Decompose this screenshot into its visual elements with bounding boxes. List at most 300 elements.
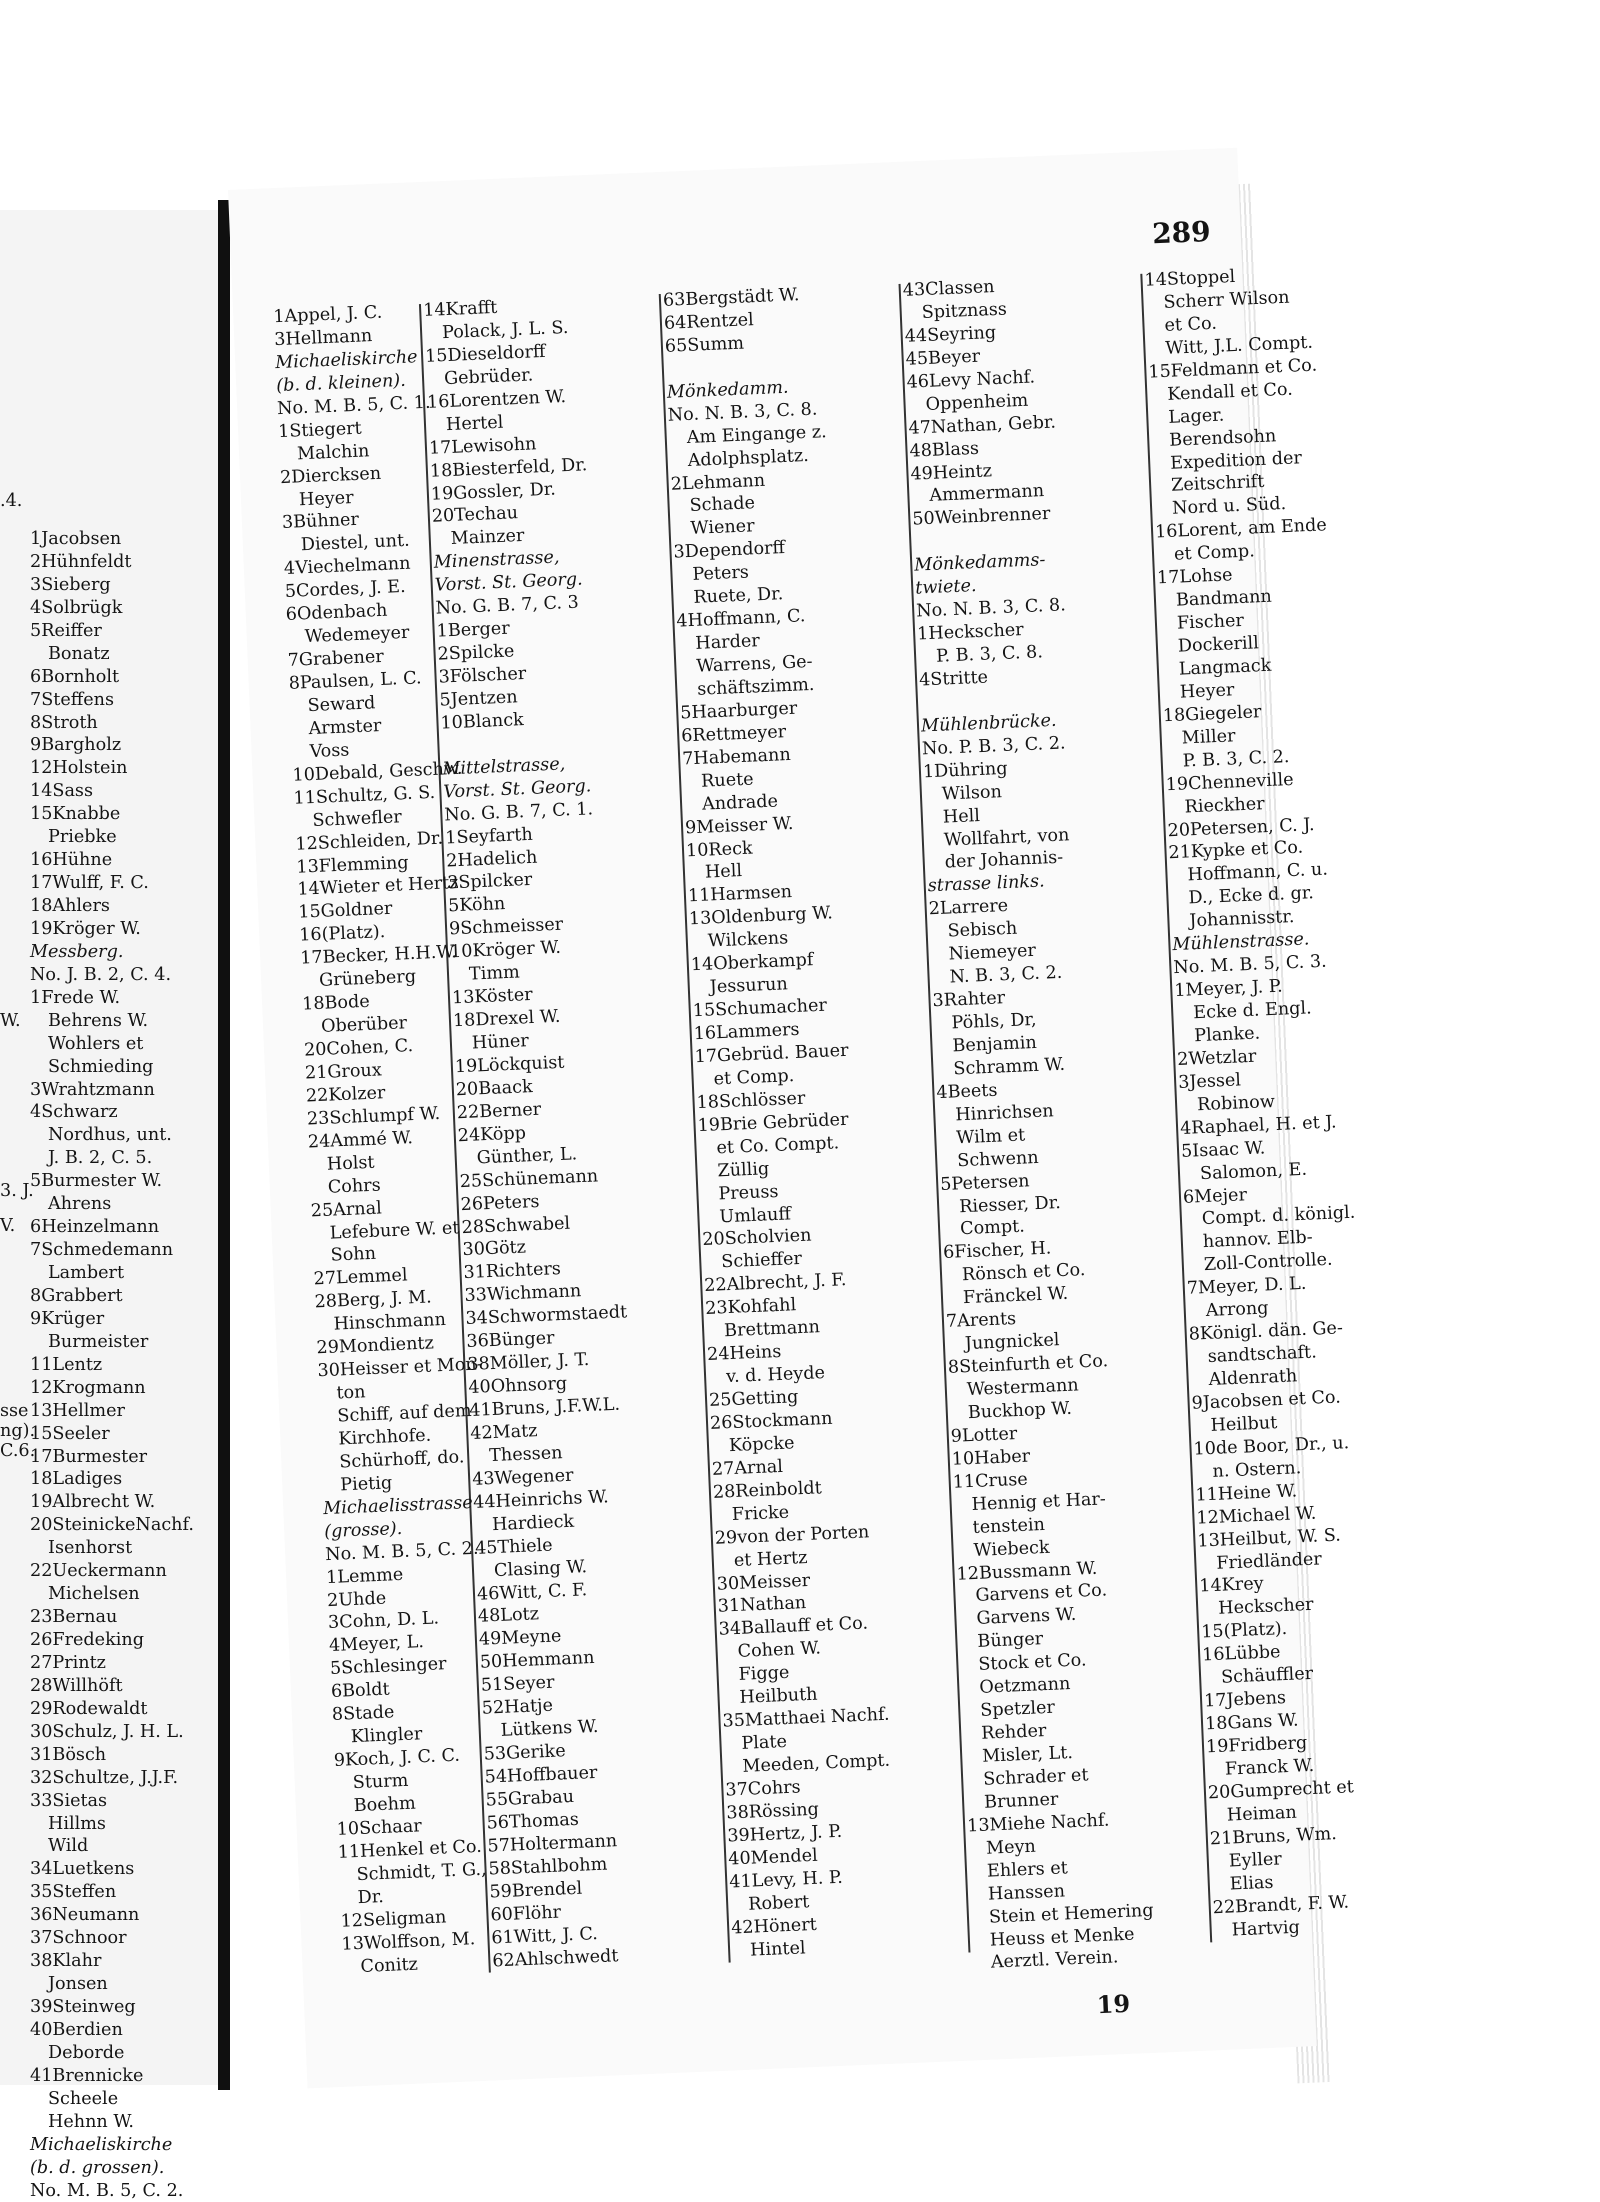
directory-entry: schäftszimm.	[679, 672, 847, 702]
directory-entry: 45Thiele	[475, 1531, 638, 1561]
left-page-entry: 37Schnoor	[30, 1927, 194, 1950]
directory-entry: Heiman	[1208, 1798, 1380, 1828]
left-page-entry: 19Albrecht W.	[30, 1491, 194, 1514]
directory-entry: 13Köster	[452, 981, 615, 1011]
directory-entry: Robinow	[1179, 1088, 1351, 1118]
directory-entry: 13Heilbut, W. S.	[1197, 1523, 1369, 1553]
directory-entry: Spetzler	[962, 1693, 1145, 1724]
directory-entry: Heckscher	[1200, 1592, 1372, 1622]
directory-entry: Hardieck	[474, 1508, 637, 1538]
directory-entry: 40Mendel	[728, 1841, 896, 1871]
directory-entry: Klingler	[332, 1720, 503, 1750]
directory-entry: Mönkedamms-	[914, 547, 1097, 578]
directory-entry: 21Kypke et Co.	[1168, 835, 1340, 865]
directory-entry: Oppenheim	[907, 387, 1090, 418]
left-page-entry: 34Luetkens	[30, 1858, 194, 1881]
directory-entry: 35Matthaei Nachf.	[722, 1704, 890, 1734]
directory-entry: sandtschaft.	[1189, 1340, 1361, 1370]
left-page-entry: 3Wrahtzmann	[30, 1079, 194, 1102]
directory-entry: 3Rahter	[932, 983, 1115, 1014]
directory-entry: Schäuffler	[1203, 1660, 1375, 1690]
directory-entry: 15Goldner	[298, 895, 469, 925]
directory-entry: Nord u. Süd.	[1154, 492, 1326, 522]
directory-entry: 63Bergstädt W.	[663, 283, 831, 313]
directory-entry: 22Berner	[456, 1095, 619, 1125]
directory-entry: Wiebeck	[955, 1533, 1138, 1564]
directory-entry: Expedition der	[1152, 446, 1324, 476]
directory-entry: D., Ecke d. gr.	[1170, 881, 1342, 911]
left-page-entry: 1Frede W.	[30, 987, 194, 1010]
directory-entry: 42Matz	[470, 1416, 633, 1446]
directory-entry: 2Spilcke	[437, 637, 600, 667]
directory-entry: 1Meyer, J. P.	[1174, 973, 1346, 1003]
directory-entry: 6Rettmeyer	[681, 718, 849, 748]
left-page-entry: 5Burmester W.	[30, 1170, 194, 1193]
directory-entry: 65Summ	[664, 329, 832, 359]
directory-entry: 22Albrecht, J. F.	[704, 1268, 872, 1298]
directory-entry: Ruete, Dr.	[675, 581, 843, 611]
page-number: 289	[1152, 215, 1212, 250]
directory-entry: Hüner	[454, 1027, 617, 1057]
directory-entry: 57Holtermann	[487, 1829, 650, 1859]
directory-entry: 20Gumprecht et	[1208, 1775, 1380, 1805]
directory-entry: 13Miehe Nachf.	[967, 1808, 1150, 1839]
directory-entry: twiete.	[915, 570, 1098, 601]
directory-entry: 14Wieter et Hertz	[297, 872, 468, 902]
directory-entry: 64Rentzel	[664, 306, 832, 336]
directory-entry: Schiff, auf dem	[319, 1399, 490, 1429]
directory-entry: Hell	[924, 799, 1107, 830]
directory-entry: No. N. B. 3, C. 8.	[916, 593, 1099, 624]
directory-entry: Dockerill	[1160, 629, 1332, 659]
directory-entry: Berendsohn	[1151, 423, 1323, 453]
left-margin-fragment: C.6.	[0, 1440, 35, 1463]
directory-entry: No. G. B. 7, C. 3	[435, 591, 598, 621]
left-margin-fragment: ng).	[0, 1420, 35, 1443]
directory-entry: 11Heine W.	[1195, 1477, 1367, 1507]
left-page-entry: 27Printz	[30, 1652, 194, 1675]
directory-entry: Conitz	[342, 1949, 513, 1979]
directory-entry: Rieckher	[1166, 790, 1338, 820]
left-page-entry: 2Hühnfeldt	[30, 551, 194, 574]
directory-entry: 43Wegener	[472, 1462, 635, 1492]
directory-entry: 2Uhde	[327, 1582, 498, 1612]
directory-entry: 25Arnal	[310, 1193, 481, 1223]
directory-entry: 28Schwabel	[461, 1210, 624, 1240]
directory-entry: 14Stoppel	[1144, 263, 1316, 293]
directory-entry: 7Grabener	[287, 643, 458, 673]
directory-entry: Arrong	[1187, 1294, 1359, 1324]
directory-entry: 10Blanck	[440, 706, 603, 736]
directory-entry: Clasing W.	[476, 1554, 639, 1584]
directory-entry: 52Hatje	[481, 1691, 644, 1721]
directory-entry: 18Gans W.	[1205, 1706, 1377, 1736]
left-page-entry: 41Brennicke	[30, 2065, 194, 2088]
directory-entry: 12Schleiden, Dr.	[295, 826, 466, 856]
directory-entry: et Hertz	[715, 1543, 883, 1573]
directory-entry: 58Stahlbohm	[488, 1852, 651, 1882]
directory-entry: 5Köhn	[448, 889, 611, 919]
directory-entry: 22Kolzer	[306, 1078, 477, 1108]
directory-entry: 49Meyne	[478, 1622, 641, 1652]
directory-entry: Schürhoff, do.	[321, 1445, 492, 1475]
directory-entry: 12Bussmann W.	[956, 1556, 1139, 1587]
directory-entry: Hanssen	[970, 1876, 1153, 1907]
left-page-entry: 7Steffens	[30, 689, 194, 712]
left-page-entry: Michaeliskirche	[30, 2134, 194, 2157]
directory-entry: 53Gerike	[483, 1737, 646, 1767]
left-page-entry: 16Hühne	[30, 849, 194, 872]
left-page-entry: 40Berdien	[30, 2019, 194, 2042]
directory-entry: Wilckens	[689, 925, 857, 955]
directory-entry: 19Chenneville	[1165, 767, 1337, 797]
directory-entry: 19Fridberg	[1206, 1729, 1378, 1759]
directory-entry: 1Heckscher	[917, 616, 1100, 647]
directory-entry: Köpcke	[711, 1429, 879, 1459]
directory-entry: 8Stade	[331, 1697, 502, 1727]
directory-entry: 3Spilcker	[447, 866, 610, 896]
directory-entry: Westermann	[948, 1372, 1131, 1403]
directory-entry: Jungnickel	[947, 1326, 1130, 1357]
directory-entry: 5Schlesinger	[330, 1651, 501, 1681]
directory-entry: 24Köpp	[457, 1118, 620, 1148]
directory-entry: 5Petersen	[940, 1166, 1123, 1197]
directory-entry: 41Bruns, J.F.W.L.	[469, 1393, 632, 1423]
directory-entry: 23Schlumpf W.	[307, 1101, 478, 1131]
directory-entry: Polack, J. L. S.	[424, 316, 587, 346]
directory-entry: Spitznass	[903, 295, 1086, 326]
directory-entry: Miller	[1163, 721, 1335, 751]
directory-entry: No. P. B. 3, C. 2.	[922, 731, 1105, 762]
left-page-entry: Deborde	[30, 2042, 194, 2065]
directory-entry: 2Hadelich	[446, 843, 609, 873]
directory-entry: 10Reck	[686, 833, 854, 863]
directory-entry: 1Appel, J. C.	[273, 299, 444, 329]
directory-entry: hannov. Elb-	[1184, 1225, 1356, 1255]
directory-entry: Züllig	[699, 1154, 867, 1184]
left-page-entry: 6Bornholt	[30, 666, 194, 689]
directory-entry: Vorst. St. Georg.	[434, 568, 597, 598]
directory-entry: 1Seyfarth	[445, 820, 608, 850]
directory-entry: (b. d. kleinen).	[276, 368, 447, 398]
directory-entry: Buckhop W.	[949, 1395, 1132, 1426]
left-page-entry: 9Krüger	[30, 1308, 194, 1331]
directory-entry: No. N. B. 3, C. 8.	[667, 397, 835, 427]
directory-entry: Wilson	[923, 776, 1106, 807]
directory-entry: Umlauff	[701, 1200, 869, 1230]
directory-column-5	[1144, 263, 1386, 1943]
left-page-entry: Schmieding	[30, 1056, 194, 1079]
directory-entry: 48Blass	[909, 433, 1092, 464]
directory-entry: 20Baack	[455, 1072, 618, 1102]
left-page-entry: 18Ahlers	[30, 895, 194, 918]
directory-entry: Voss	[291, 735, 462, 765]
directory-entry: et Comp.	[1156, 538, 1328, 568]
directory-entry: Brunner	[966, 1785, 1149, 1816]
directory-entry: 50Hemmann	[479, 1645, 642, 1675]
right-page	[228, 148, 1317, 2089]
directory-entry: Ecke d. Engl.	[1175, 996, 1347, 1026]
directory-entry: Mainzer	[432, 522, 595, 552]
directory-entry: Heyer	[1161, 675, 1333, 705]
directory-entry: 15Dieseldorff	[425, 339, 588, 369]
directory-entry: 44Seyring	[904, 318, 1087, 349]
directory-entry: Meeden, Compt.	[724, 1750, 892, 1780]
directory-entry: 54Hoffbauer	[484, 1760, 647, 1790]
left-margin-fragment: .4.	[0, 490, 22, 513]
directory-entry: Stein et Hemering	[971, 1899, 1154, 1930]
left-page-entry: 9Bargholz	[30, 734, 194, 757]
directory-entry: 14Krafft	[423, 293, 586, 323]
left-page-entry: 36Neumann	[30, 1904, 194, 1927]
directory-entry: 29Mondientz	[316, 1330, 487, 1360]
directory-entry: Michaeliskirche	[275, 345, 446, 375]
directory-entry: Robert	[730, 1887, 898, 1917]
directory-entry: Riesser, Dr.	[941, 1189, 1124, 1220]
directory-entry: 18Biesterfeld, Dr.	[429, 454, 592, 484]
directory-entry: Lütkens W.	[482, 1714, 645, 1744]
left-page-column	[30, 528, 194, 2202]
directory-entry: Bünger	[959, 1624, 1142, 1655]
directory-entry: 11Schultz, G. S.	[293, 780, 464, 810]
directory-entry: 37Cohrs	[725, 1773, 893, 1803]
directory-entry: 34Schwormstaedt	[465, 1302, 628, 1332]
directory-entry: 9Koch, J. C. C.	[333, 1743, 504, 1773]
directory-entry: 51Seyer	[480, 1668, 643, 1698]
directory-entry: 14Krey	[1199, 1569, 1371, 1599]
directory-entry: Langmack	[1160, 652, 1332, 682]
directory-entry: Mönkedamm.	[666, 375, 834, 405]
directory-entry: 16Lorentzen W.	[427, 385, 590, 415]
directory-entry: 4Meyer, L.	[329, 1628, 500, 1658]
directory-entry: 34Ballauff et Co.	[718, 1612, 886, 1642]
left-page-entry: 17Wulff, F. C.	[30, 872, 194, 895]
directory-entry: 6Fischer, H.	[943, 1235, 1126, 1266]
directory-entry: Ammermann	[911, 478, 1094, 509]
directory-entry: 9Jacobsen et Co.	[1191, 1385, 1363, 1415]
directory-entry: Mittelstrasse,	[442, 752, 605, 782]
directory-entry: 16Lübbe	[1202, 1638, 1374, 1668]
directory-entry: Günther, L.	[458, 1141, 621, 1171]
directory-entry: Rehder	[963, 1716, 1146, 1747]
directory-entry: 61Witt, J. C.	[491, 1920, 654, 1950]
directory-entry: Sturm	[334, 1766, 505, 1796]
directory-entry: et Comp.	[695, 1062, 863, 1092]
directory-entry: Zoll-Controlle.	[1185, 1248, 1357, 1278]
directory-entry: 25Schünemann	[459, 1164, 622, 1194]
directory-entry: Stock et Co.	[960, 1647, 1143, 1678]
directory-entry: 29von der Porten	[714, 1520, 882, 1550]
directory-entry: Schrader et	[965, 1762, 1148, 1793]
directory-entry: 40Ohnsorg	[468, 1370, 631, 1400]
directory-entry: 10Debald, Geschw.	[292, 757, 463, 787]
directory-entry: 10Haber	[951, 1441, 1134, 1472]
left-margin-fragment: sse	[0, 1400, 28, 1423]
left-page-entry: Behrens W.	[30, 1010, 194, 1033]
directory-entry: 2Diercksen	[280, 460, 451, 490]
directory-entry: Wedemeyer	[286, 620, 457, 650]
directory-entry: 20Petersen, C. J.	[1167, 813, 1339, 843]
directory-entry: Mühlenbrücke.	[921, 708, 1104, 739]
directory-entry: Hinrichsen	[937, 1097, 1120, 1128]
directory-entry: Adolphsplatz.	[669, 443, 837, 473]
directory-entry: Malchin	[279, 437, 450, 467]
directory-entry: Mühlenstrasse.	[1172, 927, 1344, 957]
directory-entry: 1Lemme	[326, 1560, 497, 1590]
directory-entry: No. G. B. 7, C. 1.	[444, 797, 607, 827]
directory-entry: 7Meyer, D. L.	[1186, 1271, 1358, 1301]
left-page-entry: 29Rodewaldt	[30, 1698, 194, 1721]
directory-entry: 6Odenbach	[285, 597, 456, 627]
directory-entry: Heuss et Menke	[972, 1922, 1155, 1953]
directory-entry: 18Giegeler	[1162, 698, 1334, 728]
left-page-entry: 11Lentz	[30, 1354, 194, 1377]
directory-entry: 4Hoffmann, C.	[676, 604, 844, 634]
left-page-entry: 33Sietas	[30, 1790, 194, 1813]
directory-entry: et Co. Compt.	[698, 1131, 866, 1161]
left-page-entry: 22Ueckermann	[30, 1560, 194, 1583]
directory-entry: Sebisch	[929, 914, 1112, 945]
directory-entry: Hintel	[732, 1933, 900, 1963]
directory-entry: Kirchhofe.	[320, 1422, 491, 1452]
directory-entry: Pöhls, Dr,	[933, 1006, 1116, 1037]
directory-entry: ton	[318, 1376, 489, 1406]
directory-entry: Aldenrath	[1190, 1363, 1362, 1393]
footer-mark: 19	[1096, 1989, 1131, 2019]
directory-entry: 5Haarburger	[680, 695, 848, 725]
directory-entry: Scherr Wilson	[1145, 285, 1317, 315]
directory-entry: 12Michael W.	[1196, 1500, 1368, 1530]
directory-entry: 24Ammé W.	[307, 1124, 478, 1154]
left-page-entry: 15Knabbe	[30, 803, 194, 826]
directory-entry: Benjamin	[934, 1028, 1117, 1059]
directory-entry: Boehm	[335, 1789, 506, 1819]
directory-entry: 26Peters	[460, 1187, 623, 1217]
left-margin-fragment: 3. J.	[0, 1180, 34, 1203]
directory-entry: 4Stritte	[919, 662, 1102, 693]
directory-entry: 30Heisser et Mon-	[317, 1353, 488, 1383]
directory-entry: 14Oberkampf	[690, 947, 858, 977]
directory-entry: No. M. B. 5, C. 1.	[277, 391, 448, 421]
directory-entry: 56Thomas	[486, 1806, 649, 1836]
directory-entry: 7Arents	[946, 1303, 1129, 1334]
directory-entry: Hell	[687, 856, 855, 886]
directory-entry: 28Reinboldt	[713, 1475, 881, 1505]
left-page-entry: 39Steinweg	[30, 1996, 194, 2019]
directory-entry: Johannisstr.	[1171, 904, 1343, 934]
directory-entry: 41Levy, H. P.	[729, 1864, 897, 1894]
directory-entry: 3Fölscher	[438, 660, 601, 690]
directory-entry: No. M. B. 5, C. 3.	[1173, 950, 1345, 980]
directory-entry: Rönsch et Co.	[944, 1258, 1127, 1289]
directory-entry: Sohn	[312, 1239, 483, 1269]
left-page-entry: 38Klahr	[30, 1950, 194, 1973]
left-page-entry: 8Stroth	[30, 712, 194, 735]
directory-entry: (grosse).	[324, 1514, 495, 1544]
directory-entry: 11Harmsen	[688, 879, 856, 909]
left-page-entry: 1Jacobsen	[30, 528, 194, 551]
left-page	[0, 210, 222, 2085]
left-page-entry: No. J. B. 2, C. 4.	[30, 964, 194, 987]
directory-entry: Peters	[674, 558, 842, 588]
left-page-entry: Bonatz	[30, 643, 194, 666]
directory-entry: 49Heintz	[910, 456, 1093, 487]
directory-entry: 16Lorent, am Ende	[1155, 515, 1327, 545]
directory-entry: Misler, Lt.	[964, 1739, 1147, 1770]
left-page-entry: 4Solbrügk	[30, 597, 194, 620]
directory-entry: Oetzmann	[961, 1670, 1144, 1701]
directory-entry: Wilm et	[938, 1120, 1121, 1151]
directory-entry: 31Nathan	[717, 1589, 885, 1619]
directory-entry: v. d. Heyde	[708, 1360, 876, 1390]
directory-entry: 8Paulsen, L. C.	[288, 666, 459, 696]
directory-entry: Lefebure W. et	[311, 1216, 482, 1246]
directory-entry: Preuss	[700, 1177, 868, 1207]
left-page-entry: Priebke	[30, 826, 194, 849]
directory-entry: 27Lemmel	[313, 1262, 484, 1292]
directory-entry: 13Oldenburg W.	[688, 902, 856, 932]
directory-entry: P. B. 3, C. 2.	[1164, 744, 1336, 774]
directory-entry: Schramm W.	[935, 1051, 1118, 1082]
directory-entry: No. M. B. 5, C. 2.	[325, 1537, 496, 1567]
directory-entry: Gebrüder.	[426, 362, 589, 392]
left-page-entry: 20SteinickeNachf.	[30, 1514, 194, 1537]
directory-entry: Ruete	[683, 764, 851, 794]
directory-entry: 16(Platz).	[299, 918, 470, 948]
directory-entry: Aerztl. Verein.	[972, 1945, 1155, 1976]
directory-entry: 46Levy Nachf.	[906, 364, 1089, 395]
directory-entry: Thessen	[471, 1439, 634, 1469]
left-page-entry: 7Schmedemann	[30, 1239, 194, 1262]
directory-entry: Schmidt, T. G.,	[338, 1857, 509, 1887]
directory-entry: 5Jentzen	[439, 683, 602, 713]
directory-entry: 3Cohn, D. L.	[328, 1605, 499, 1635]
directory-entry: Lager.	[1150, 400, 1322, 430]
directory-entry: P. B. 3, C. 8.	[918, 639, 1101, 670]
directory-entry: 31Richters	[463, 1256, 626, 1286]
left-page-entry: Michelsen	[30, 1583, 194, 1606]
directory-entry: 1Dühring	[923, 753, 1106, 784]
directory-entry: 28Berg, J. M.	[314, 1285, 485, 1315]
left-page-entry: 30Schulz, J. H. L.	[30, 1721, 194, 1744]
directory-entry: 60Flöhr	[490, 1897, 653, 1927]
directory-entry: Kendall et Co.	[1149, 377, 1321, 407]
directory-entry: 17Jebens	[1204, 1683, 1376, 1713]
directory-entry: 13Flemming	[296, 849, 467, 879]
directory-entry: n. Ostern.	[1194, 1454, 1366, 1484]
directory-entry: 16Lammers	[693, 1016, 861, 1046]
left-margin-fragment: V.	[0, 1215, 15, 1238]
directory-entry: 15Schumacher	[692, 993, 860, 1023]
directory-entry: 1Stiegert	[278, 414, 449, 444]
directory-entry: 30Meisser	[716, 1566, 884, 1596]
directory-entry: 21Groux	[305, 1055, 476, 1085]
directory-entry: et Co.	[1146, 308, 1318, 338]
left-page-entry: Isenhorst	[30, 1537, 194, 1560]
directory-entry: Heilbuth	[721, 1681, 889, 1711]
directory-entry: Bandmann	[1158, 583, 1330, 613]
directory-entry: 20Techau	[431, 499, 594, 529]
directory-entry: 2Lehmann	[670, 466, 838, 496]
directory-entry: N. B. 3, C. 2.	[931, 960, 1114, 991]
left-page-entry: 13Hellmer	[30, 1400, 194, 1423]
directory-entry: 18Drexel W.	[453, 1004, 616, 1034]
directory-entry: 3Bühner	[282, 505, 453, 535]
directory-entry: Vorst. St. Georg.	[443, 774, 606, 804]
left-page-entry: Hehnn W.	[30, 2111, 194, 2134]
directory-entry: Jessurun	[691, 970, 859, 1000]
directory-entry: Friedländer	[1198, 1546, 1370, 1576]
